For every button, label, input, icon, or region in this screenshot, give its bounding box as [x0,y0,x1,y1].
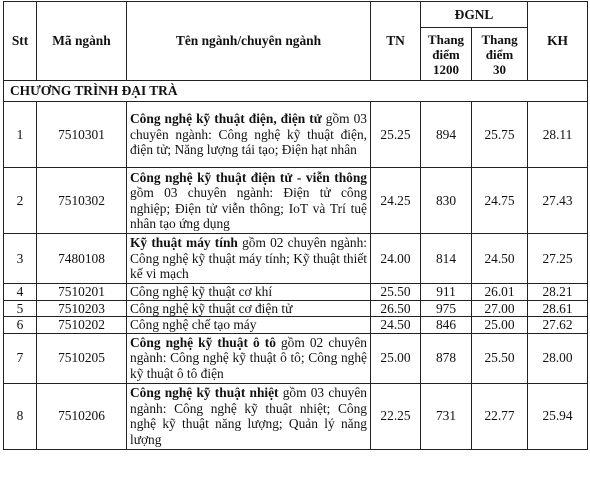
cell-code: 7510201 [37,284,127,301]
cell-kh: 28.00 [528,333,588,383]
cell-stt: 1 [4,102,37,168]
cell-dgnl-1200: 846 [421,317,472,334]
header-dgnl-1200-line3: 1200 [433,61,459,77]
header-dgnl-30-line3: 30 [493,61,506,77]
cell-tn: 24.00 [371,234,421,284]
table-row [4,300,588,317]
cell-code: 7510302 [37,168,127,234]
header-code: Mã ngành [37,2,127,81]
cell-dgnl-1200: 911 [421,284,472,301]
cell-stt: 3 [4,234,37,284]
header-dgnl-1200 [421,28,472,81]
cell-code: 7510203 [37,300,127,317]
cell-tn: 25.50 [371,284,421,301]
major-detail: gồm 03 chuyên ngành: Điện tử công nghiệp; Điện tử viễn thông; IoT và Trí tuệ nhân tạo ứng dụng [130,185,367,231]
header-dgnl: ĐGNL [421,2,528,28]
cell-name [127,383,371,449]
header-dgnl-30-line2: điểm [485,46,514,62]
cell-dgnl-30: 25.75 [472,102,528,168]
cell-dgnl-30: 24.75 [472,168,528,234]
cell-tn: 24.50 [371,317,421,334]
header-stt: Stt [4,2,37,81]
cell-dgnl-1200: 830 [421,168,472,234]
cell-tn: 26.50 [371,300,421,317]
table-header [4,2,588,81]
cell-name: Công nghệ chế tạo máy [127,317,371,334]
cell-tn: 25.00 [371,333,421,383]
cell-kh: 27.43 [528,168,588,234]
cell-name [127,102,371,168]
table-row [4,102,588,168]
section-title: CHƯƠNG TRÌNH ĐẠI TRÀ [4,81,588,102]
cell-dgnl-1200: 731 [421,383,472,449]
cell-dgnl-30: 25.50 [472,333,528,383]
cell-name [127,234,371,284]
major-name: Công nghệ kỹ thuật nhiệt [130,385,279,400]
cell-kh: 27.62 [528,317,588,334]
cell-code: 7510202 [37,317,127,334]
cell-kh: 25.94 [528,383,588,449]
major-name: Công nghệ kỹ thuật ô tô [130,334,276,350]
major-detail: gồm 03 chuyên ngành: Công nghệ kỹ thuật nhiệt; Công nghệ kỹ thuật năng lượng; Quản lý năng lượng [130,385,367,447]
cell-code: 7480108 [37,234,127,284]
cell-code: 7510301 [37,102,127,168]
major-name: Kỹ thuật máy tính [130,235,238,251]
cell-dgnl-30: 27.00 [472,300,528,317]
cell-name: Công nghệ kỹ thuật cơ khí [127,284,371,301]
cell-kh: 28.21 [528,284,588,301]
table-row [4,317,588,334]
cell-stt: 5 [4,300,37,317]
header-kh: KH [528,2,588,81]
header-name: Tên ngành/chuyên ngành [127,2,371,81]
admission-score-table [3,1,588,450]
cell-code: 7510205 [37,333,127,383]
cell-kh: 28.61 [528,300,588,317]
major-detail: gồm 02 chuyên ngành: Công nghệ kỹ thuật máy tính; Kỹ thuật thiết kế vi mạch [130,235,367,282]
header-tn: TN [371,2,421,81]
cell-name [127,168,371,234]
cell-tn: 25.25 [371,102,421,168]
cell-dgnl-1200: 894 [421,102,472,168]
cell-dgnl-30: 26.01 [472,284,528,301]
cell-stt: 8 [4,383,37,449]
cell-dgnl-1200: 975 [421,300,472,317]
cell-code: 7510206 [37,383,127,449]
cell-name: Công nghệ kỹ thuật cơ điện tử [127,300,371,317]
table-body [4,81,588,450]
table-row [4,284,588,301]
header-dgnl-30 [472,28,528,81]
cell-tn: 24.25 [371,168,421,234]
major-detail: gồm 02 chuyên ngành: Công nghệ kỹ thuật ô tô; Công nghệ kỹ thuật ô tô điện [130,334,367,381]
cell-dgnl-30: 25.00 [472,317,528,334]
cell-kh: 28.11 [528,102,588,168]
cell-kh: 27.25 [528,234,588,284]
cell-stt: 4 [4,284,37,301]
major-name: Công nghệ kỹ thuật điện tử - viễn thông [130,169,367,185]
major-name: Công nghệ kỹ thuật điện, điện tử [130,111,322,127]
cell-stt: 7 [4,333,37,383]
cell-dgnl-30: 22.77 [472,383,528,449]
table-row [4,234,588,284]
table-row [4,168,588,234]
cell-dgnl-30: 24.50 [472,234,528,284]
table-row [4,333,588,383]
major-detail: gồm 03 chuyên ngành: Công nghệ kỹ thuật điện, điện tử; Năng lượng tái tạo; Điện hạt nhân [130,111,367,158]
header-dgnl-1200-line1: Thang [427,31,465,47]
table-row [4,383,588,449]
cell-stt: 2 [4,168,37,234]
cell-dgnl-1200: 878 [421,333,472,383]
cell-name [127,333,371,383]
header-dgnl-30-line1: Thang [481,31,518,47]
cell-dgnl-1200: 814 [421,234,472,284]
cell-tn: 22.25 [371,383,421,449]
cell-stt: 6 [4,317,37,334]
header-dgnl-1200-line2: điểm [432,46,460,62]
